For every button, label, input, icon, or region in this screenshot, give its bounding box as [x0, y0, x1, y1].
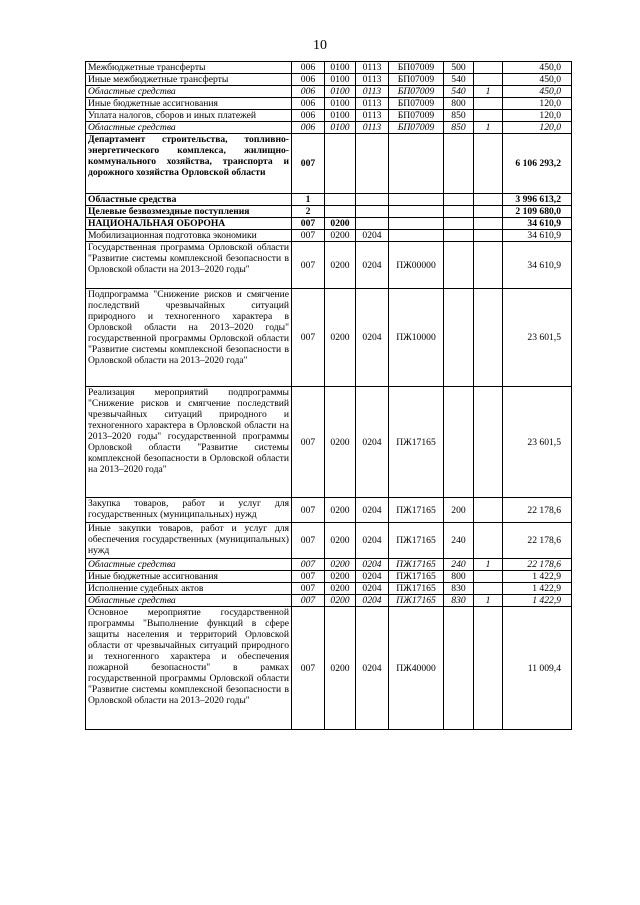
- expense-name-cell: Областные средства: [86, 595, 292, 607]
- section-code-cell: 0100: [325, 110, 356, 122]
- amount-cell: 120,0: [503, 110, 572, 122]
- table-row: [86, 571, 572, 583]
- target-article-cell: ПЖ17165: [389, 595, 444, 607]
- target-article-cell: [389, 230, 444, 242]
- funding-source-cell: 1: [474, 86, 503, 98]
- target-article-cell: БП07009: [389, 110, 444, 122]
- amount-cell: 34 610,9: [503, 218, 572, 230]
- expense-type-cell: [444, 242, 474, 289]
- amount-cell: 2 109 680,0: [503, 206, 572, 218]
- expense-type-cell: 540: [444, 86, 474, 98]
- amount-cell: 1 422,9: [503, 583, 572, 595]
- funding-source-cell: [474, 206, 503, 218]
- amount-cell: 120,0: [503, 98, 572, 110]
- section-code-cell: 0200: [325, 498, 356, 523]
- expense-name-cell: Иные закупки товаров, работ и услуг для обеспечения государственных (муниципальных) нужд: [86, 523, 292, 559]
- amount-cell: 120,0: [503, 122, 572, 134]
- subsection-code-cell: 0204: [356, 523, 389, 559]
- amount-cell: 11 009,4: [503, 607, 572, 730]
- expense-name-cell: Департамент строительства, топливно-энергетического комплекса, жилищно-коммунального хозяйства, транспорта и дорожного хозяйства Орловской области: [86, 134, 292, 194]
- table-row: [86, 134, 572, 194]
- expense-type-cell: 830: [444, 583, 474, 595]
- table-row: [86, 387, 572, 498]
- subsection-code-cell: 0204: [356, 498, 389, 523]
- section-code-cell: 0100: [325, 74, 356, 86]
- amount-cell: 450,0: [503, 86, 572, 98]
- expense-type-cell: 850: [444, 110, 474, 122]
- subsection-code-cell: [356, 194, 389, 206]
- table-row: [86, 583, 572, 595]
- subsection-code-cell: [356, 206, 389, 218]
- funding-source-cell: [474, 98, 503, 110]
- funding-source-cell: [474, 134, 503, 194]
- page-number: 10: [313, 38, 327, 53]
- target-article-cell: БП07009: [389, 74, 444, 86]
- subsection-code-cell: 0204: [356, 387, 389, 498]
- target-article-cell: [389, 206, 444, 218]
- expense-name-cell: Реализация мероприятий подпрограммы "Снижение рисков и смягчение последствий чрезвычайных ситуаций природного и техногенного характера в Орловской области на 2013–2020 годы" государственной программы Орловской области "Развитие системы комплексной безопасности в Орловской области на 2013–2020 года": [86, 387, 292, 498]
- funding-source-cell: [474, 583, 503, 595]
- expense-type-cell: 240: [444, 559, 474, 571]
- target-article-cell: БП07009: [389, 62, 444, 74]
- subsection-code-cell: 0204: [356, 583, 389, 595]
- section-code-cell: 0200: [325, 387, 356, 498]
- expense-name-cell: Иные бюджетные ассигнования: [86, 571, 292, 583]
- amount-cell: 34 610,9: [503, 230, 572, 242]
- section-code-cell: 0200: [325, 289, 356, 387]
- funding-source-cell: [474, 110, 503, 122]
- section-code-cell: 0200: [325, 583, 356, 595]
- department-code-cell: 007: [292, 523, 325, 559]
- expense-type-cell: 800: [444, 98, 474, 110]
- expense-name-cell: Областные средства: [86, 559, 292, 571]
- department-code-cell: 006: [292, 86, 325, 98]
- amount-cell: 1 422,9: [503, 571, 572, 583]
- section-code-cell: 0200: [325, 595, 356, 607]
- subsection-code-cell: 0204: [356, 289, 389, 387]
- subsection-code-cell: 0204: [356, 230, 389, 242]
- expense-name-cell: Целевые безвозмездные поступления: [86, 206, 292, 218]
- target-article-cell: ПЖ17165: [389, 583, 444, 595]
- funding-source-cell: 1: [474, 559, 503, 571]
- subsection-code-cell: 0113: [356, 122, 389, 134]
- expense-type-cell: [444, 387, 474, 498]
- section-code-cell: 0200: [325, 218, 356, 230]
- funding-source-cell: [474, 387, 503, 498]
- department-code-cell: 007: [292, 607, 325, 730]
- expense-type-cell: 850: [444, 122, 474, 134]
- department-code-cell: 007: [292, 559, 325, 571]
- funding-source-cell: [474, 242, 503, 289]
- expense-name-cell: Областные средства: [86, 86, 292, 98]
- funding-source-cell: 1: [474, 122, 503, 134]
- expense-type-cell: 500: [444, 62, 474, 74]
- budget-table: [85, 61, 572, 730]
- expense-name-cell: НАЦИОНАЛЬНАЯ ОБОРОНА: [86, 218, 292, 230]
- funding-source-cell: [474, 194, 503, 206]
- expense-type-cell: [444, 218, 474, 230]
- target-article-cell: БП07009: [389, 86, 444, 98]
- funding-source-cell: [474, 230, 503, 242]
- expense-name-cell: Исполнение судебных актов: [86, 583, 292, 595]
- target-article-cell: [389, 218, 444, 230]
- subsection-code-cell: 0113: [356, 110, 389, 122]
- expense-type-cell: [444, 134, 474, 194]
- table-row: [86, 86, 572, 98]
- department-code-cell: 2: [292, 206, 325, 218]
- table-row: [86, 122, 572, 134]
- subsection-code-cell: 0204: [356, 607, 389, 730]
- subsection-code-cell: 0113: [356, 62, 389, 74]
- section-code-cell: 0100: [325, 62, 356, 74]
- table-body: [86, 62, 572, 730]
- target-article-cell: ПЖ17165: [389, 571, 444, 583]
- amount-cell: 450,0: [503, 62, 572, 74]
- table-row: [86, 242, 572, 289]
- funding-source-cell: 1: [474, 595, 503, 607]
- funding-source-cell: [474, 523, 503, 559]
- target-article-cell: ПЖ17165: [389, 559, 444, 571]
- department-code-cell: 007: [292, 387, 325, 498]
- section-code-cell: 0200: [325, 523, 356, 559]
- amount-cell: 1 422,9: [503, 595, 572, 607]
- expense-name-cell: Основное мероприятие государственной программы "Выполнение функций в сфере защиты населения и территорий Орловской области от чрезвычайных ситуаций природного и техногенного характера и обеспечения пожарной безопасности" в рамках государственной программы Орловской области "Развитие системы комплексной безопасности в Орловской области на 2013–2020 годы": [86, 607, 292, 730]
- department-code-cell: 006: [292, 74, 325, 86]
- subsection-code-cell: 0204: [356, 571, 389, 583]
- expense-name-cell: Областные средства: [86, 194, 292, 206]
- section-code-cell: 0200: [325, 571, 356, 583]
- amount-cell: 3 996 613,2: [503, 194, 572, 206]
- table-row: [86, 194, 572, 206]
- section-code-cell: [325, 194, 356, 206]
- expense-name-cell: Иные бюджетные ассигнования: [86, 98, 292, 110]
- funding-source-cell: [474, 289, 503, 387]
- expense-type-cell: 200: [444, 498, 474, 523]
- expense-type-cell: [444, 289, 474, 387]
- table-row: [86, 206, 572, 218]
- funding-source-cell: [474, 571, 503, 583]
- amount-cell: 22 178,6: [503, 523, 572, 559]
- expense-type-cell: [444, 194, 474, 206]
- table-row: [86, 559, 572, 571]
- table-row: [86, 62, 572, 74]
- subsection-code-cell: [356, 134, 389, 194]
- section-code-cell: [325, 206, 356, 218]
- subsection-code-cell: 0113: [356, 98, 389, 110]
- expense-name-cell: Государственная программа Орловской области "Развитие системы комплексной безопасности в Орловской области на 2013–2020 годы": [86, 242, 292, 289]
- expense-type-cell: 830: [444, 595, 474, 607]
- department-code-cell: 007: [292, 230, 325, 242]
- department-code-cell: 007: [292, 583, 325, 595]
- target-article-cell: ПЖ17165: [389, 498, 444, 523]
- department-code-cell: 007: [292, 134, 325, 194]
- section-code-cell: 0100: [325, 86, 356, 98]
- subsection-code-cell: 0113: [356, 74, 389, 86]
- expense-type-cell: [444, 230, 474, 242]
- department-code-cell: 007: [292, 595, 325, 607]
- subsection-code-cell: 0113: [356, 86, 389, 98]
- expense-type-cell: 240: [444, 523, 474, 559]
- funding-source-cell: [474, 498, 503, 523]
- table-row: [86, 74, 572, 86]
- amount-cell: 22 178,6: [503, 498, 572, 523]
- section-code-cell: [325, 134, 356, 194]
- subsection-code-cell: 0204: [356, 559, 389, 571]
- table-row: [86, 218, 572, 230]
- subsection-code-cell: 0204: [356, 595, 389, 607]
- table-row: [86, 289, 572, 387]
- expense-name-cell: Закупка товаров, работ и услуг для государственных (муниципальных) нужд: [86, 498, 292, 523]
- department-code-cell: 006: [292, 62, 325, 74]
- funding-source-cell: [474, 607, 503, 730]
- expense-name-cell: Уплата налогов, сборов и иных платежей: [86, 110, 292, 122]
- section-code-cell: 0100: [325, 98, 356, 110]
- subsection-code-cell: 0204: [356, 242, 389, 289]
- table-row: [86, 98, 572, 110]
- subsection-code-cell: [356, 218, 389, 230]
- target-article-cell: [389, 134, 444, 194]
- target-article-cell: ПЖ10000: [389, 289, 444, 387]
- department-code-cell: 007: [292, 218, 325, 230]
- expense-name-cell: Иные межбюджетные трансферты: [86, 74, 292, 86]
- table-row: [86, 498, 572, 523]
- section-code-cell: 0200: [325, 607, 356, 730]
- amount-cell: 23 601,5: [503, 289, 572, 387]
- target-article-cell: ПЖ17165: [389, 523, 444, 559]
- department-code-cell: 007: [292, 289, 325, 387]
- expense-name-cell: Подпрограмма "Снижение рисков и смягчение последствий чрезвычайных ситуаций природного и техногенного характера в Орловской области на 2013–2020 годы" государственной программы Орловской области "Развитие системы комплексной безопасности в Орловской области на 2013–2020 года": [86, 289, 292, 387]
- department-code-cell: 006: [292, 98, 325, 110]
- table-row: [86, 595, 572, 607]
- expense-type-cell: [444, 206, 474, 218]
- table-row: [86, 230, 572, 242]
- amount-cell: 450,0: [503, 74, 572, 86]
- table-row: [86, 523, 572, 559]
- expense-type-cell: [444, 607, 474, 730]
- target-article-cell: [389, 194, 444, 206]
- funding-source-cell: [474, 62, 503, 74]
- section-code-cell: 0200: [325, 230, 356, 242]
- amount-cell: 22 178,6: [503, 559, 572, 571]
- expense-name-cell: Областные средства: [86, 122, 292, 134]
- funding-source-cell: [474, 74, 503, 86]
- department-code-cell: 006: [292, 122, 325, 134]
- amount-cell: 23 601,5: [503, 387, 572, 498]
- expense-type-cell: 800: [444, 571, 474, 583]
- amount-cell: 6 106 293,2: [503, 134, 572, 194]
- target-article-cell: ПЖ40000: [389, 607, 444, 730]
- table-row: [86, 607, 572, 730]
- expense-name-cell: Межбюджетные трансферты: [86, 62, 292, 74]
- section-code-cell: 0200: [325, 242, 356, 289]
- target-article-cell: ПЖ17165: [389, 387, 444, 498]
- department-code-cell: 007: [292, 242, 325, 289]
- amount-cell: 34 610,9: [503, 242, 572, 289]
- target-article-cell: БП07009: [389, 98, 444, 110]
- target-article-cell: ПЖ00000: [389, 242, 444, 289]
- table-row: [86, 110, 572, 122]
- expense-name-cell: Мобилизационная подготовка экономики: [86, 230, 292, 242]
- department-code-cell: 006: [292, 110, 325, 122]
- section-code-cell: 0200: [325, 559, 356, 571]
- department-code-cell: 007: [292, 571, 325, 583]
- department-code-cell: 1: [292, 194, 325, 206]
- target-article-cell: БП07009: [389, 122, 444, 134]
- funding-source-cell: [474, 218, 503, 230]
- department-code-cell: 007: [292, 498, 325, 523]
- section-code-cell: 0100: [325, 122, 356, 134]
- expense-type-cell: 540: [444, 74, 474, 86]
